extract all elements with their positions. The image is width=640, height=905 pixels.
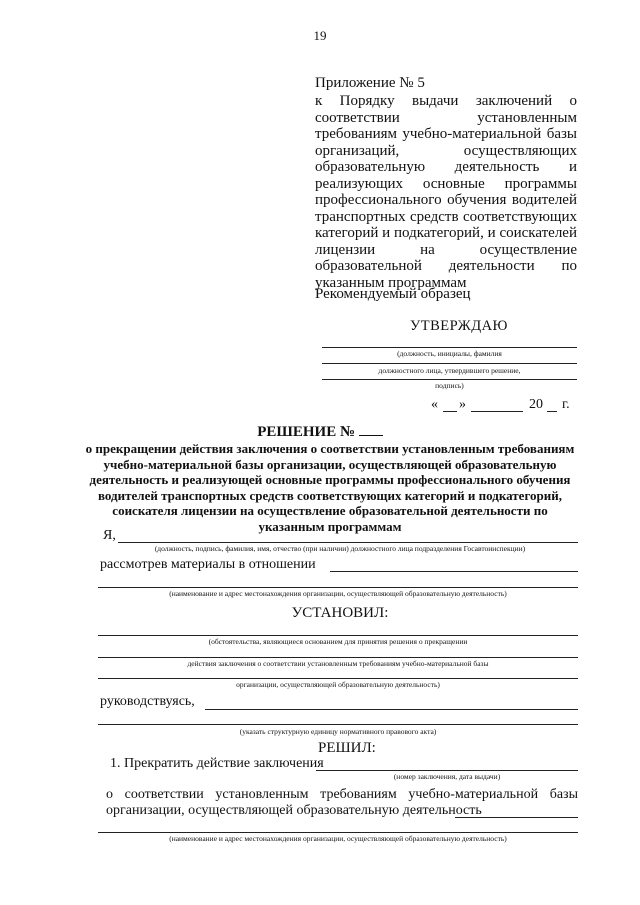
considered-label: рассмотрев материалы в отношении xyxy=(100,557,316,572)
compliance-word: учебно-материальной xyxy=(408,787,539,802)
approve-date xyxy=(425,397,585,415)
approve-caption-2: должностного лица, утвердившего решение, xyxy=(378,366,521,375)
approve-caption-1: (должность, инициалы, фамилия xyxy=(397,349,502,358)
i-caption: (должность, подпись, фамилия, имя, отчество (при наличии) должностного лица подразделения Госавтоинспекции) xyxy=(154,544,526,553)
decision-title xyxy=(0,423,640,441)
item1-caption: (номер заключения, дата выдачи) xyxy=(393,772,501,781)
compliance-line-1 xyxy=(106,787,578,803)
guided-caption: (указать структурную единицу нормативного правового акта) xyxy=(239,727,437,736)
circ-line-1 xyxy=(98,635,578,636)
compliance-word: базы xyxy=(549,787,578,802)
appendix-title: Приложение № 5 xyxy=(315,75,425,91)
i-label: Я, xyxy=(103,528,116,543)
approve-line-1 xyxy=(322,347,577,348)
org-caption: (наименование и адрес местонахождения организации, осуществляющей образовательную деятельность) xyxy=(169,589,507,598)
item1-text: 1. Прекратить действие заключения xyxy=(110,756,324,771)
approve-label: УТВЕРЖДАЮ xyxy=(410,318,508,334)
compliance-word: соответствии xyxy=(124,787,204,802)
guided-label: руководствуясь, xyxy=(100,694,195,709)
date-suffix: г. xyxy=(562,397,570,412)
final-caption: (наименование и адрес местонахождения организации, осуществляющей образовательную деятельность) xyxy=(169,834,507,843)
circ-caption-2: действия заключения о соответствии установленным требованиям учебно-материальной базы xyxy=(187,659,489,668)
circ-line-3 xyxy=(98,678,578,679)
date-month-blank xyxy=(471,411,523,412)
approve-caption-3: подпись) xyxy=(435,381,464,390)
circ-caption-3: организации, осуществляющей образовательную деятельность) xyxy=(236,680,440,689)
date-year: 20 xyxy=(529,397,543,412)
compliance-word: требованиям xyxy=(320,787,397,802)
decision-number-blank xyxy=(359,423,383,436)
decision-title-text: РЕШЕНИЕ № xyxy=(257,424,356,440)
recommended-sample-label: Рекомендуемый образец xyxy=(315,286,471,302)
date-quote-close: » xyxy=(459,397,466,412)
compliance-word: установленным xyxy=(215,787,309,802)
approve-line-2 xyxy=(322,363,577,364)
decided-label: РЕШИЛ: xyxy=(318,740,376,756)
decision-subtitle: о прекращении действия заключения о соответствии установленным требованиям учебно-материальной базы организации, осуществляющей образовательную деятельность и реализующей основные программы профессионального обучения водителей транспортных средств соответствующих категорий и подкатегорий, соискателя лицензии на осуществление образовательной деятельности по указанным программам xyxy=(85,441,575,534)
compliance-line-2: организации, осуществляющей образовательную деятельность xyxy=(106,803,482,818)
appendix-text: к Порядку выдачи заключений о соответствии установленным требованиям учебно-материальной базы организаций, осуществляющих образовательную деятельность и реализующих основные программы профессионального обучения водителей транспортных средств соответствующих категорий и подкатегорий, и соискателей лицензии на осуществление образовательной деятельности по указанным программам xyxy=(315,93,577,291)
item1-line xyxy=(316,770,578,771)
final-line xyxy=(98,832,578,833)
date-year-blank xyxy=(547,411,557,412)
date-day-blank xyxy=(443,411,457,412)
compliance-blank xyxy=(455,817,578,818)
considered-line xyxy=(330,571,578,572)
org-line xyxy=(98,587,578,588)
guided-line-2 xyxy=(98,724,578,725)
circ-line-2 xyxy=(98,657,578,658)
approve-line-3 xyxy=(322,379,577,380)
page-number: 19 xyxy=(313,28,327,43)
established-label: УСТАНОВИЛ: xyxy=(291,605,389,621)
compliance-word: о xyxy=(106,787,113,802)
i-line xyxy=(118,542,578,543)
guided-line xyxy=(205,709,578,710)
circ-caption-1: (обстоятельства, являющиеся основанием для принятия решения о прекращении xyxy=(208,637,468,646)
date-quote-open: « xyxy=(431,397,438,412)
